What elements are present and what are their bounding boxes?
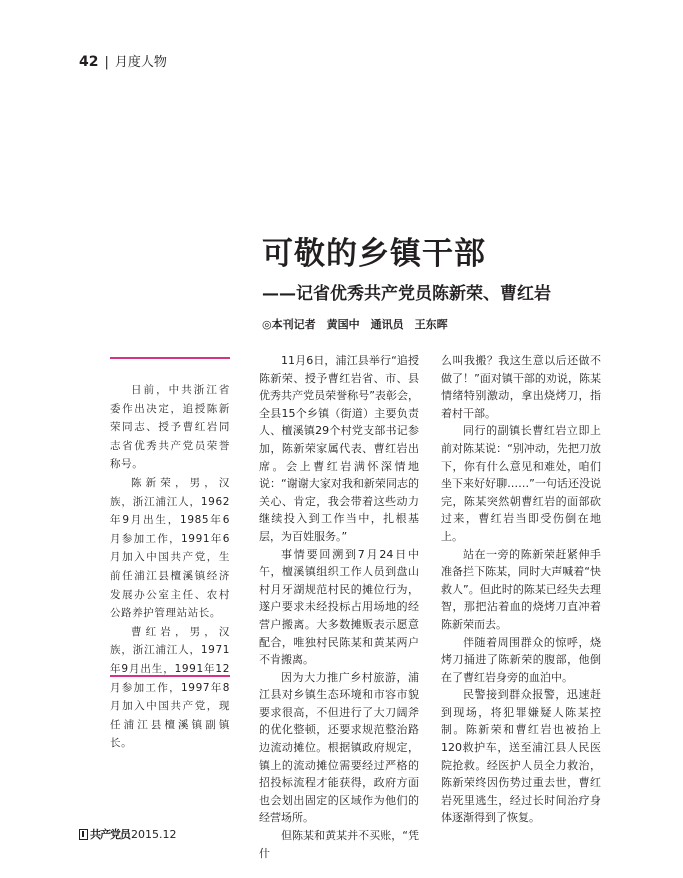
page-header: [79, 51, 167, 70]
body-column-1: [259, 352, 419, 862]
sidebar-profile: [110, 381, 230, 753]
body-paragraph: 因为大力推广乡村旅游，浦江县对乡镇生态环境和市容市貌要求很高，不但进行了大刀阔斧的优化整顿，还要求规范整治路边流动摊位。根据镇政府规定，镇上的流动摊位需要经过严格的招投标流程才能获得，政府方面也会划出固定的区域作为他们的经营场所。: [259, 670, 419, 825]
body-paragraph: 伴随着周围群众的惊呼，烧烤刀捅进了陈新荣的腹部，他倒在了曹红岩身旁的血泊中。: [441, 635, 601, 684]
body-paragraph: 民警接到群众报警，迅速赶到现场，将犯罪嫌疑人陈某控制。陈新荣和曹红岩也被抬上120救护车，送至浦江县人民医院抢救。经医护人员全力救治，陈新荣终因伤势过重去世，曹红岩死里逃生，经过长时间治疗身体逐渐得到了恢复。: [441, 688, 601, 825]
magazine-logo-icon: [79, 829, 88, 840]
page-number: 42: [79, 54, 99, 70]
sidebar-paragraph: 陈新荣，男，汉族，浙江浦江人，1962年9月出生，1985年6月参加工作，1991年6月加入中国共产党，生前任浦江县檀溪镇经济发展办公室主任、农村公路养护管理站站长。: [110, 476, 230, 620]
issue-date: 2015.12: [131, 827, 177, 841]
article-subtitle: ——记省优秀共产党员陈新荣、曹红岩: [262, 284, 551, 304]
body-column-2: [441, 352, 601, 827]
article-title: 可敬的乡镇干部: [262, 236, 486, 272]
body-paragraph: 站在一旁的陈新荣赶紧伸手准备拦下陈某，同时大声喊着“快救人”。但此时的陈某已经失去理智，那把沾着血的烧烤刀直冲着陈新荣而去。: [441, 547, 601, 631]
body-paragraph: 但陈某和黄某并不买账，“凭什: [259, 829, 419, 860]
sidebar-paragraph: 曹红岩，男，汉族，浙江浦江人，1971年9月出生，1991年12月参加工作，1997年8月加入中国共产党，现任浦江县檀溪镇副镇长。: [110, 625, 230, 750]
page-footer: [79, 826, 177, 842]
magazine-name: 共产党员: [90, 828, 130, 841]
sidebar-top-rule: [110, 357, 230, 359]
section-name: 月度人物: [114, 55, 167, 70]
body-paragraph: 事情要回溯到7月24日中午，檀溪镇组织工作人员到盘山村月牙湖规范村民的摊位行为，遂户要求未经投标占用场地的经营户搬离。大多数摊贩表示愿意配合，唯独村民陈某和黄某两户不肯搬离。: [259, 547, 419, 667]
body-paragraph: 么叫我搬？我这生意以后还做不做了！”面对镇干部的劝说，陈某情绪特别激动，拿出烧烤刀，指着村干部。: [441, 354, 601, 420]
sidebar-bottom-rule: [110, 675, 230, 677]
article-byline: ◎本刊记者 黄国中 通讯员 王东晖: [262, 318, 448, 331]
body-paragraph: 同行的副镇长曹红岩立即上前对陈某说：“别冲动，先把刀放下，你有什么意见和难处，咱们坐下来好好聊……”一句话还没说完，陈某突然朝曹红岩的面部砍过来，曹红岩当即受伤倒在地上。: [441, 424, 601, 543]
header-separator: |: [104, 55, 109, 70]
body-paragraph: 11月6日，浦江县举行“追授陈新荣、授予曹红岩省、市、县优秀共产党员荣誉称号”表彰会，全县15个乡镇（街道）主要负责人、檀溪镇29个村党支部书记参加，陈新荣家属代表、曹红岩出席。会上曹红岩满怀深情地说：“谢谢大家对我和新荣同志的关心、肯定，我会带着这些动力继续投入到工作当中，扎根基层，为百姓服务。”: [259, 354, 419, 543]
sidebar-paragraph: 日前，中共浙江省委作出决定，追授陈新荣同志、授予曹红岩同志省优秀共产党员荣誉称号。: [110, 384, 230, 471]
